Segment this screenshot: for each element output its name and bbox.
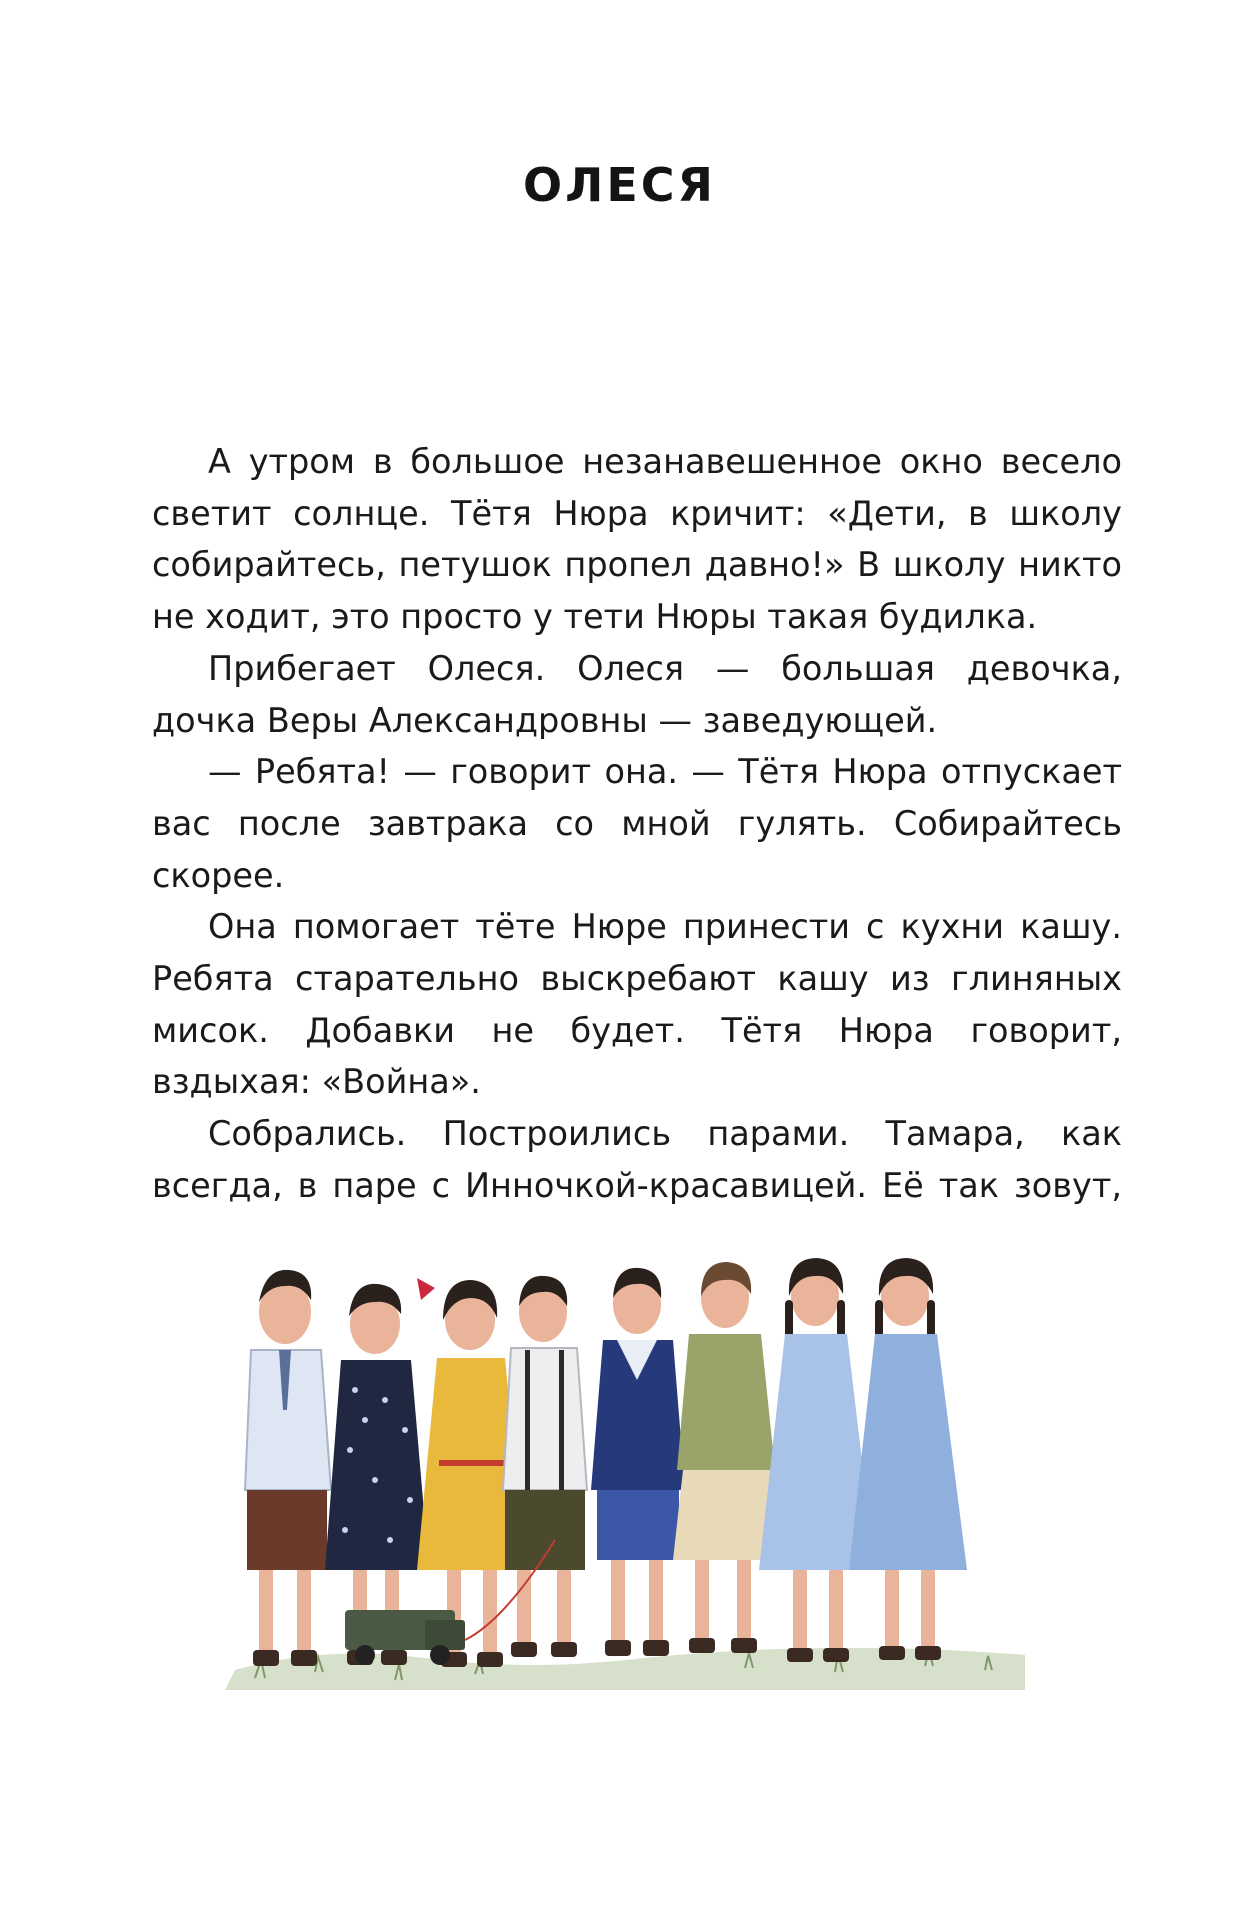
paragraph: — Ребята! — говорит она. — Тётя Нюра отпускает вас после завтрака со мной гулять. Собирайтесь скорее. [152,752,1122,895]
chapter-title: ОЛЕСЯ [523,158,716,212]
chapter-text [152,436,1122,1212]
child-boy-white-shirt [245,1270,331,1666]
child-girl-blue-dress-2 [849,1258,967,1660]
child-olive-shirt [673,1262,781,1653]
paragraph: Она помогает тёте Нюре принести с кухни кашу. Ребята старательно выскребают кашу из глиняных мисок. Добавки не будет. Тётя Нюра говорит, вздыхая: «Война». [152,907,1122,1102]
child-girl-blue-dress-1 [759,1258,875,1662]
child-dark-dress [325,1284,429,1665]
paragraph: Собрались. Построились парами. Тамара, как всегда, в паре с Инночкой-красавицей. Её так зовут, [152,1114,1122,1205]
child-boy-suspenders [503,1276,587,1657]
child-boy-sailor-suit [591,1268,685,1656]
children-illustration [225,1240,1025,1690]
paragraph: Прибегает Олеся. Олеся — большая девочка, дочка Веры Александровны — заведующей. [152,648,1122,740]
paragraph: А утром в большое незанавешенное окно весело светит солнце. Тётя Нюра кричит: «Дети, в школу собирайтесь, петушок пропел давно!» В школу никто не ходит, это просто у тети Нюры такая будилка. [152,442,1122,637]
